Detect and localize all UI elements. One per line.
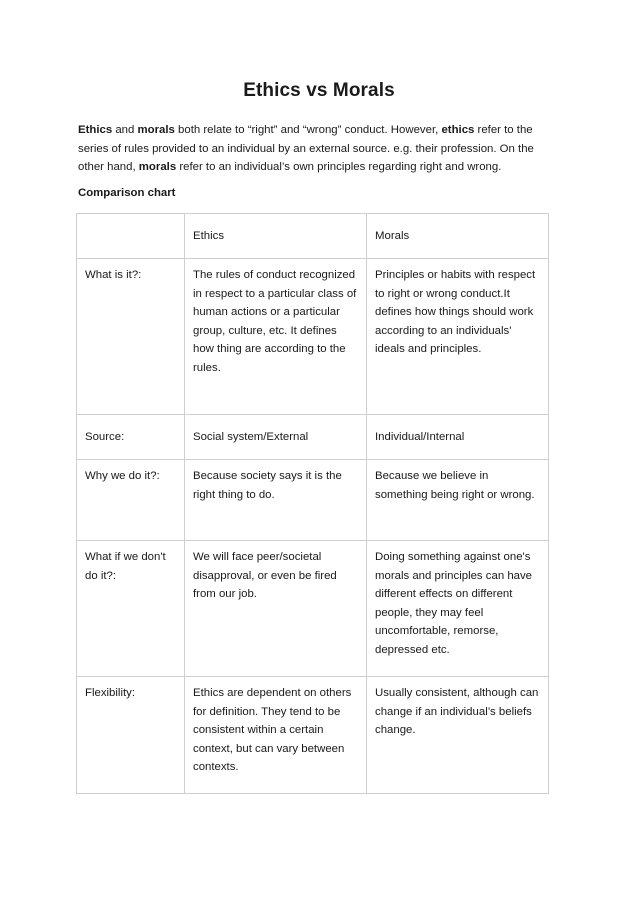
table-row (77, 541, 549, 677)
table-header-row (77, 214, 549, 259)
cell-morals: Individual/Internal (367, 415, 549, 460)
intro-text-3: refer to the series of rules provided to an individual by an external source. e.g. their profession. On the other hand, (78, 124, 534, 173)
intro-term-ethics: Ethics (78, 124, 113, 136)
intro-paragraph (78, 121, 560, 177)
table-row (77, 415, 549, 460)
intro-term-morals-2: morals (138, 161, 177, 173)
intro-term-ethics-2: ethics (441, 124, 475, 136)
comparison-table (76, 213, 549, 794)
intro-term-morals: morals (137, 124, 175, 136)
comparison-heading: Comparison chart (78, 187, 176, 199)
row-label-why-we-do-it: Why we do it?: (77, 460, 185, 541)
row-label-what-if-we-dont: What if we don't do it?: (77, 541, 185, 677)
table-row (77, 460, 549, 541)
intro-text-1: and (112, 124, 138, 136)
cell-morals: Usually consistent, although can change if an individual’s beliefs change. (367, 677, 549, 794)
row-label-what-is-it: What is it?: (77, 259, 185, 415)
table-row (77, 259, 549, 415)
cell-ethics: Ethics are dependent on others for definition. They tend to be consistent within a certain context, but can vary between contexts. (185, 677, 367, 794)
intro-text-2: both relate to “right” and “wrong” conduct. However, (174, 124, 442, 136)
cell-morals: Principles or habits with respect to right or wrong conduct.It defines how things should work according to an individuals' ideals and principles. (367, 259, 549, 415)
header-cell-empty (77, 214, 185, 259)
header-cell-ethics: Ethics (185, 214, 367, 259)
page-title: Ethics vs Morals (243, 80, 395, 101)
cell-ethics: Because society says it is the right thing to do. (185, 460, 367, 541)
row-label-flexibility: Flexibility: (77, 677, 185, 794)
cell-morals: Doing something against one's morals and principles can have different effects on different people, they may feel uncomfortable, remorse, depressed etc. (367, 541, 549, 677)
cell-ethics: The rules of conduct recognized in respect to a particular class of human actions or a particular group, culture, etc. It defines how thing are according to the rules. (185, 259, 367, 415)
header-cell-morals: Morals (367, 214, 549, 259)
row-label-source: Source: (77, 415, 185, 460)
cell-morals: Because we believe in something being right or wrong. (367, 460, 549, 541)
table-row (77, 677, 549, 794)
cell-ethics: We will face peer/societal disapproval, or even be fired from our job. (185, 541, 367, 677)
intro-text-4: refer to an individual’s own principles regarding right and wrong. (176, 161, 502, 173)
cell-ethics: Social system/External (185, 415, 367, 460)
